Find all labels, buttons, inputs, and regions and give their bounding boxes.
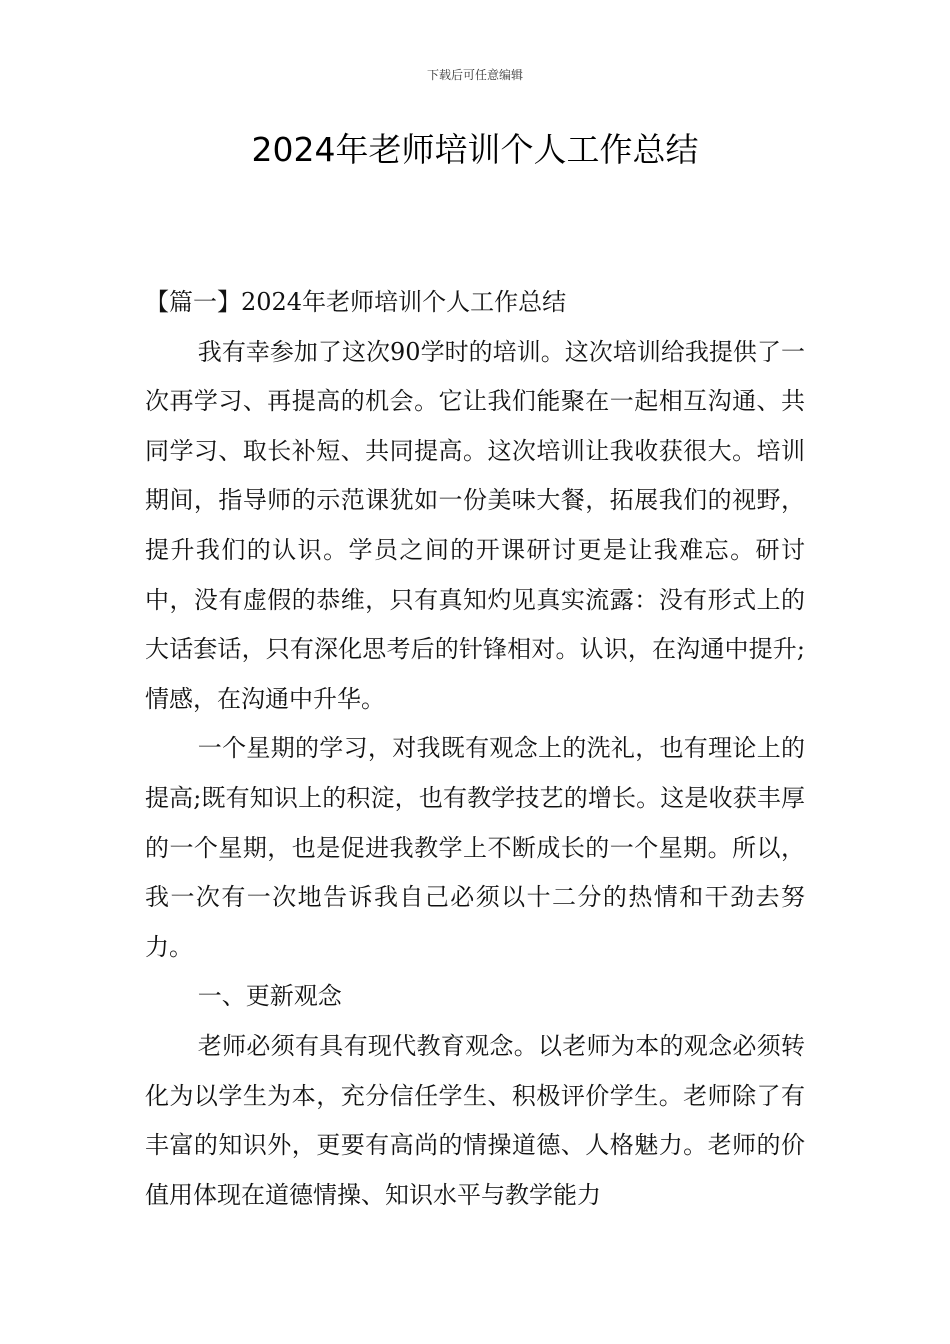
header-note: 下载后可任意编辑 (426, 68, 523, 82)
paragraph-3: 老师必须有具有现代教育观念。以老师为本的观念必须转化为以学生为本，充分信任学生、积极评价学生。老师除了有丰富的知识外，更要有高尚的情操道德、人格魅力。老师的价值用体现在道德情操、知识水平与教学能力 (145, 1031, 805, 1209)
paragraph-2: 一个星期的学习，对我既有观念上的洗礼，也有理论上的提高;既有知识上的积淀，也有教学技艺的增长。这是收获丰厚的一个星期，也是促进我教学上不断成长的一个星期。所以，我一次有一次地告诉我自己必须以十二分的热情和干劲去努力。 (145, 734, 805, 961)
section-heading: 【篇一】2024年老师培训个人工作总结 (145, 288, 567, 316)
document-body (145, 278, 805, 1220)
document-title: 2024年老师培训个人工作总结 (251, 130, 699, 169)
subheading-update-concept: 一、更新观念 (197, 982, 342, 1011)
paragraph-1: 我有幸参加了这次90学时的培训。这次培训给我提供了一次再学习、再提高的机会。它让我们能聚在一起相互沟通、共同学习、取长补短、共同提高。这次培训让我收获很大。培训期间，指导师的示范课犹如一份美味大餐，拓展我们的视野，提升我们的认识。学员之间的开课研讨更是让我难忘。研讨中，没有虚假的恭维，只有真知灼见真实流露：没有形式上的大话套话，只有深化思考后的针锋相对。认识，在沟通中提升;情感，在沟通中升华。 (145, 337, 805, 713)
